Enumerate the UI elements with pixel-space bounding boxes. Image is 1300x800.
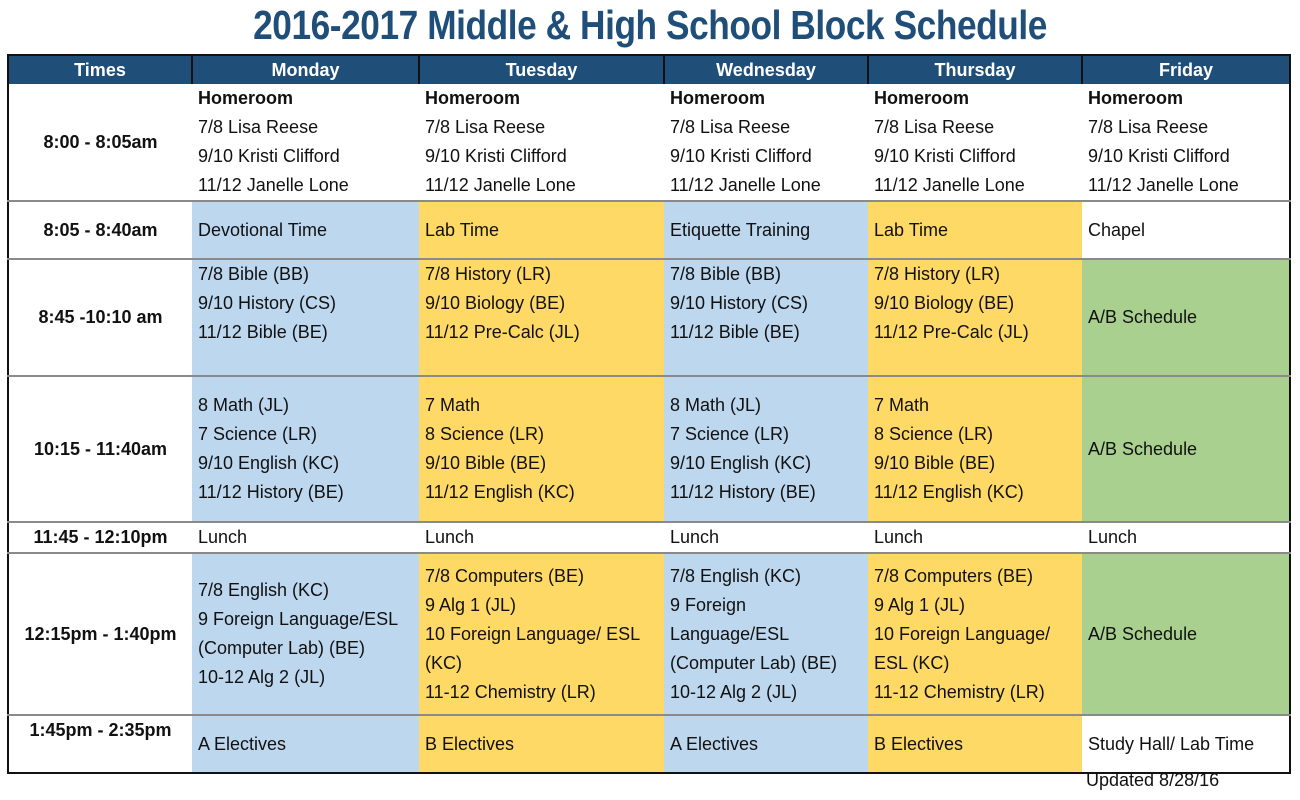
class-entry: 7/8 Lisa Reese [198, 117, 319, 137]
class-entry: 9 Foreign [670, 594, 747, 615]
cell-tuesday [419, 553, 664, 715]
schedule-table [7, 54, 1291, 774]
cell-tuesday [419, 376, 664, 522]
cell-wednesday [664, 376, 868, 522]
class-entry: 10-12 Alg 2 (JL) [198, 667, 326, 687]
class-entry: 9/10 Bible (BE) [425, 453, 547, 473]
schedule-row [8, 376, 1290, 522]
class-entry: 11/12 English (KC) [425, 482, 575, 502]
column-header-monday: Monday [192, 55, 419, 84]
time-slot: 12:15pm - 1:40pm [8, 553, 192, 715]
cell-monday [192, 84, 419, 201]
cell-wednesday [664, 259, 868, 376]
cell-wednesday [664, 715, 868, 773]
class-entry: 11/12 Bible (BE) [670, 322, 800, 342]
class-entry: 9/10 History (CS) [198, 293, 337, 313]
cell-tuesday [419, 522, 664, 553]
class-entry: (Computer Lab) (BE) [670, 652, 838, 673]
class-entry: 8 Science (LR) [874, 424, 994, 444]
homeroom-label: Homeroom [1088, 88, 1184, 108]
class-entry: 10-12 Alg 2 (JL) [670, 681, 798, 702]
class-entry: 11/12 Pre-Calc (JL) [874, 322, 1029, 342]
class-entry: 7/8 Lisa Reese [874, 117, 995, 137]
cell-friday [1082, 201, 1290, 259]
class-entry: 7/8 Bible (BB) [670, 264, 782, 284]
schedule-row [8, 84, 1290, 201]
cell-wednesday [664, 553, 868, 715]
homeroom-label: Homeroom [874, 88, 970, 108]
class-entry: 11/12 Janelle Lone [874, 175, 1025, 195]
class-entry: Study Hall/ Lab Time [1088, 733, 1255, 754]
class-entry: 11/12 History (BE) [198, 482, 344, 502]
class-entry: 11/12 Janelle Lone [670, 175, 821, 195]
cell-thursday [868, 259, 1082, 376]
class-entry: 11/12 Bible (BE) [198, 322, 328, 342]
class-entry: 9/10 Biology (BE) [425, 293, 566, 313]
schedule-row [8, 522, 1290, 553]
cell-monday [192, 522, 419, 553]
class-entry: 7/8 History (LR) [874, 264, 1001, 284]
class-entry: 9/10 Kristi Clifford [874, 146, 1016, 166]
header-row [8, 55, 1290, 84]
class-entry: 10 Foreign Language/ [874, 623, 1051, 644]
cell-wednesday [664, 201, 868, 259]
class-entry: 9/10 Kristi Clifford [1088, 146, 1230, 166]
class-entry: A/B Schedule [1088, 623, 1198, 644]
class-entry: 11/12 History (BE) [670, 482, 816, 502]
class-entry: 7/8 Lisa Reese [670, 117, 791, 137]
updated-date: Updated 8/28/16 [1086, 770, 1220, 790]
class-entry: 9/10 English (KC) [198, 453, 340, 473]
class-entry: 7/8 History (LR) [425, 264, 552, 284]
column-header-tuesday: Tuesday [419, 55, 664, 84]
homeroom-label: Homeroom [670, 88, 766, 108]
cell-wednesday [664, 84, 868, 201]
class-entry: 7/8 Lisa Reese [425, 117, 546, 137]
class-entry: 9/10 English (KC) [670, 453, 812, 473]
class-entry: 10 Foreign Language/ ESL [425, 623, 641, 644]
cell-thursday [868, 84, 1082, 201]
time-slot: 8:45 -10:10 am [8, 259, 192, 376]
cell-wednesday [664, 522, 868, 553]
class-entry: 7/8 Bible (BB) [198, 264, 310, 284]
cell-friday [1082, 376, 1290, 522]
class-entry: Lunch [670, 527, 720, 547]
class-entry: 9/10 Kristi Clifford [425, 146, 567, 166]
class-entry: 7 Math [874, 395, 930, 415]
class-entry: 8 Math (JL) [198, 395, 290, 415]
class-entry: (KC) [425, 652, 462, 673]
time-slot: 10:15 - 11:40am [8, 376, 192, 522]
schedule-row [8, 201, 1290, 259]
class-entry: A Electives [198, 733, 287, 754]
cell-thursday [868, 376, 1082, 522]
class-entry: Language/ESL [670, 623, 790, 644]
class-entry: (Computer Lab) (BE) [198, 638, 366, 658]
class-entry: 7/8 Computers (BE) [425, 565, 585, 586]
class-entry: 11/12 Janelle Lone [198, 175, 349, 195]
cell-tuesday [419, 84, 664, 201]
class-entry: 11/12 Pre-Calc (JL) [425, 322, 580, 342]
class-entry: B Electives [874, 733, 964, 754]
cell-thursday [868, 201, 1082, 259]
cell-friday [1082, 259, 1290, 376]
class-entry: 9 Alg 1 (JL) [425, 594, 517, 615]
class-entry: 9 Alg 1 (JL) [874, 594, 966, 615]
class-entry: 11/12 Janelle Lone [1088, 175, 1239, 195]
class-entry: 7/8 Lisa Reese [1088, 117, 1209, 137]
class-entry: 7 Math [425, 395, 481, 415]
cell-friday [1082, 553, 1290, 715]
class-entry: Lunch [425, 527, 475, 547]
cell-friday [1082, 522, 1290, 553]
class-entry: 9 Foreign Language/ESL [198, 609, 399, 629]
time-slot: 8:05 - 8:40am [8, 201, 192, 259]
cell-thursday [868, 715, 1082, 773]
class-entry: A/B Schedule [1088, 307, 1198, 327]
time-slot: 11:45 - 12:10pm [8, 522, 192, 553]
class-entry: 11/12 English (KC) [874, 482, 1024, 502]
class-entry: 9/10 Biology (BE) [874, 293, 1015, 313]
schedule-row [8, 259, 1290, 376]
cell-tuesday [419, 715, 664, 773]
time-slot: 8:00 - 8:05am [8, 84, 192, 201]
cell-thursday [868, 522, 1082, 553]
class-entry: Lab Time [874, 219, 949, 240]
class-entry: 8 Science (LR) [425, 424, 545, 444]
class-entry: Devotional Time [198, 219, 328, 240]
class-entry: 9/10 History (CS) [670, 293, 809, 313]
schedule-row [8, 553, 1290, 715]
class-entry: 7 Science (LR) [198, 424, 318, 444]
class-entry: Etiquette Training [670, 219, 811, 240]
class-entry: A/B Schedule [1088, 438, 1198, 459]
class-entry: 7 Science (LR) [670, 424, 790, 444]
class-entry: Chapel [1088, 219, 1146, 240]
cell-monday [192, 376, 419, 522]
class-entry: 8 Math (JL) [670, 395, 762, 415]
class-entry: 7/8 Computers (BE) [874, 565, 1034, 586]
class-entry: 7/8 English (KC) [198, 580, 330, 600]
cell-tuesday [419, 201, 664, 259]
class-entry: ESL (KC) [874, 652, 950, 673]
class-entry: Lunch [198, 527, 248, 547]
homeroom-label: Homeroom [198, 88, 294, 108]
column-header-friday: Friday [1082, 55, 1290, 84]
schedule-row [8, 715, 1290, 773]
cell-tuesday [419, 259, 664, 376]
page-title: 2016-2017 Middle & High School Block Schedule [253, 2, 1047, 48]
homeroom-label: Homeroom [425, 88, 521, 108]
cell-friday [1082, 715, 1290, 773]
class-entry: 7/8 English (KC) [670, 565, 802, 586]
class-entry: 11/12 Janelle Lone [425, 175, 576, 195]
column-header-thursday: Thursday [868, 55, 1082, 84]
column-header-times: Times [8, 55, 192, 84]
column-header-wednesday: Wednesday [664, 55, 868, 84]
cell-friday [1082, 84, 1290, 201]
class-entry: 11-12 Chemistry (LR) [874, 681, 1045, 702]
cell-monday [192, 715, 419, 773]
class-entry: B Electives [425, 733, 515, 754]
cell-monday [192, 259, 419, 376]
time-slot: 1:45pm - 2:35pm [8, 715, 192, 773]
class-entry: A Electives [670, 733, 759, 754]
class-entry: 9/10 Kristi Clifford [198, 146, 340, 166]
cell-thursday [868, 553, 1082, 715]
class-entry: Lunch [1088, 527, 1138, 547]
class-entry: Lunch [874, 527, 924, 547]
class-entry: 9/10 Kristi Clifford [670, 146, 812, 166]
class-entry: 11-12 Chemistry (LR) [425, 681, 596, 702]
cell-monday [192, 201, 419, 259]
class-entry: 9/10 Bible (BE) [874, 453, 996, 473]
cell-monday [192, 553, 419, 715]
class-entry: Lab Time [425, 219, 500, 240]
